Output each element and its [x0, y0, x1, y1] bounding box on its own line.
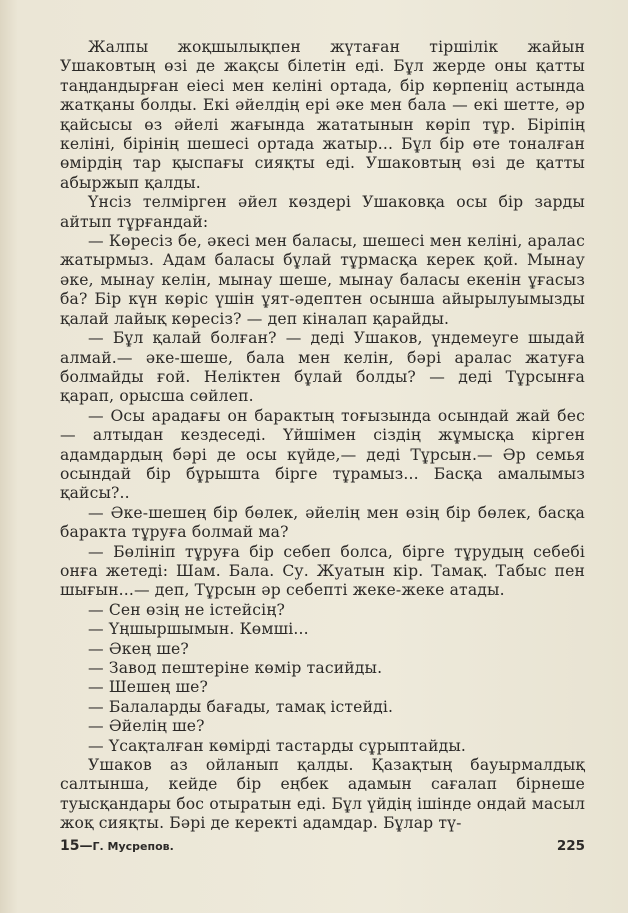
signature-author: Г. Мусрепов. — [92, 840, 174, 853]
signature-dash: — — [79, 839, 93, 854]
paragraph: Жалпы жоқшылықпен жүтаған тіршілік жайын Ушаковтың өзі де жақсы білетін еді. Бұл жерде оны қатты таңдандырған еіесі мен келіні ортада, бір көрпеніц астында жатқаны болды. Екі әйелдің ері әке мен бала — екі шетте, әр қайсысы өз әйелі жағында жататынын көріп тұр. Біріпің келіні, бірінің шешесі ортада жатыр... Бұл бір өте тоналған өмірдің тар қыспағы сияқты еді. Ушаковтың өзі де қатты абыржып қалды. — [60, 38, 585, 192]
dialogue-line: — Әке-шешең бір бөлек, әйелің мен өзің бір бөлек, басқа баракта тұруға болмай ма? — [60, 503, 585, 542]
dialogue-line: — Шешең ше? — [88, 678, 208, 697]
signature-number: 15 — [60, 838, 80, 854]
dialogue-line: — Сен өзің не істейсің? — [88, 600, 285, 619]
dialogue-line: — Осы арадағы он барактың тоғызында осындай жай бес — алтыдан кездеседі. Үйшімен сіздің жұмысқа кірген адамдардың бәрі де осы күйде,— деді Тұрсын.— Әр семья осындай бір бұрышта бірге тұрамыз... Басқа амалымыз қайсы?.. — [60, 406, 585, 503]
paragraph: Ушаков аз ойланып қалды. Қазақтың бауырмалдық салтынша, кейде бір еңбек адамын сағалап бірнеше туысқандары бос отыратын еді. Бұл үйдің ішінде ондай масыл жоқ сияқты. Бәрі де керекті адамдар. Бұлар тү- — [60, 756, 585, 833]
dialogue-line: — Көресіз бе, әкесі мен баласы, шешесі мен келіні, аралас жатырмыз. Адам баласы бұлай тұрмасқа керек қой. Мынау әке, мынау келін, мынау шеше, мынау баласы екенін ұғасыз ба? Бір күн көріс үшін ұят-әдептен осынша айырылуымызды қалай лайық көресіз? — деп кіналап қарайды. — [60, 232, 585, 328]
dialogue-line: — Әйелің ше? — [88, 717, 205, 736]
dialogue-line: — Бұл қалай болған? — деді Ушаков, үндемеуге шыдай алмай.— әке-шеше, бала мен келін, бәрі аралас жатуға болмайды ғой. Неліктен бұлай болды? — деді Тұрсынға қарап, орысша сөйлеп. — [60, 329, 585, 406]
dialogue-line: — Үңшыршымын. Көмші... — [88, 620, 309, 639]
dialogue-line: — Үсақталған көмірді тастарды сұрыптайды. — [88, 736, 467, 755]
dialogue-line: — Әкең ше? — [88, 639, 189, 658]
page-number: 225 — [556, 838, 585, 854]
paragraph: Үнсіз телмірген әйел көздері Ушаковқа осы бір зарды айтып тұрғандай: — [60, 193, 585, 231]
printer-signature — [60, 838, 174, 854]
page-footer — [60, 838, 585, 860]
dialogue-line: — Балаларды бағады, тамақ істейді. — [88, 697, 394, 716]
dialogue-line: — Завод пештеріне көмір тасийды. — [88, 659, 383, 677]
dialogue-line: — Бөлініп тұруға бір себеп болса, бірге тұрудың себебі онға жетеді: Шам. Бала. Су. Жуатын кір. Тамақ. Табыс пен шығын...— деп, Тұрсын әр себепті жеке-жеке атады. — [60, 542, 585, 600]
page-body-text — [60, 38, 585, 834]
